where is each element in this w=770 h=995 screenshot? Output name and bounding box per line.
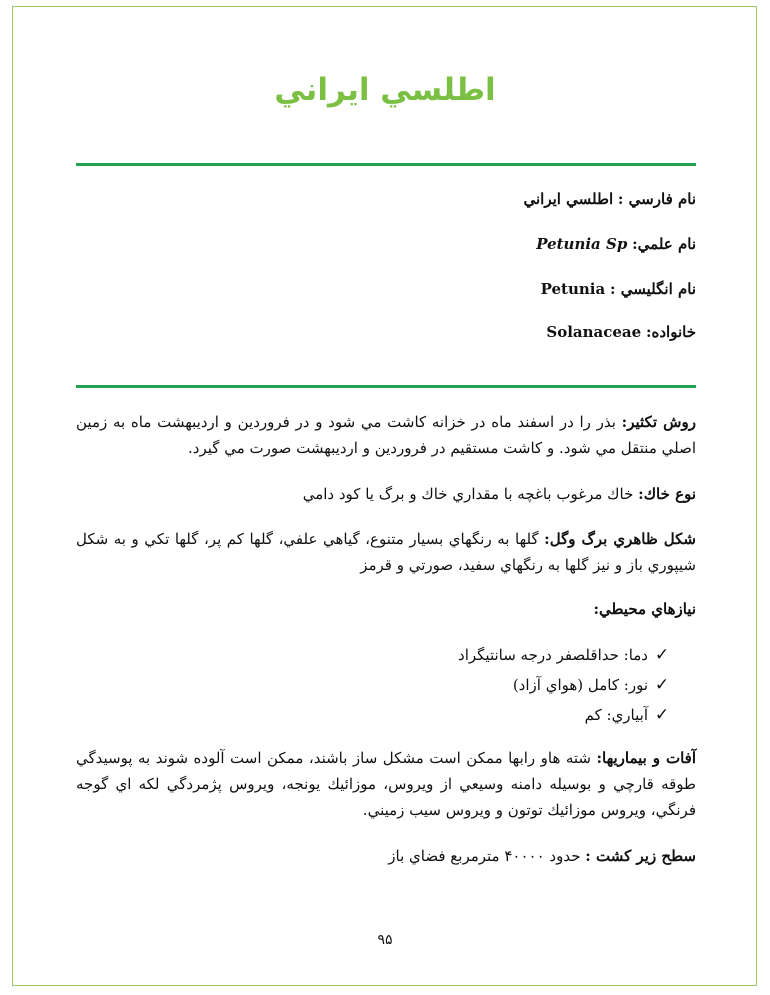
pests-text: شته هاو رابها ممكن است مشكل ساز باشند، ممكن است آلوده شوند به پوسيدگي طوقه قارچي و بوسيله دامنه وسيعي از ويروس، موزائيك يونجه، ويروس پژمردگي لكه اي گوجه فرنگي، ويروس موزائيك توتون و ويروس سيب زميني. (76, 749, 696, 819)
bottom-divider (76, 385, 696, 388)
appearance-paragraph (76, 526, 696, 578)
pests-paragraph (76, 745, 696, 823)
pests-label: آفات و بيماريها: (596, 749, 696, 767)
english-name-label: نام انگليسي : (609, 280, 696, 298)
checkmark-icon: ✓ (654, 705, 670, 725)
persian-name-line (523, 190, 696, 208)
propagation-text: بذر را در اسفند ماه در خزانه كاشت مي شود و در فروردين و ارديبهشت ماه به زمين اصلي منتقل مي شود. و كاشت مستقيم در فروردين و ارديبهشت صورت مي گيرد. (76, 413, 696, 457)
page-number: ۹۵ (377, 932, 393, 948)
soil-label: نوع خاك: (638, 485, 696, 503)
english-name-line (541, 280, 696, 298)
list-item (458, 670, 672, 700)
propagation-label: روش تكثير: (621, 413, 696, 431)
persian-name-label: نام فارسي : (617, 190, 696, 208)
appearance-text: گلها به رنگهاي بسيار متنوع، گياهي علفي، گلها كم پر، گلها تكي و به شكل شيپوري باز و نيز گلها به رنگهاي سفيد، صورتي و قرمز (76, 530, 696, 574)
cultivation-area-text: حدود ۴۰۰۰۰ مترمربع فضاي باز (388, 847, 581, 865)
scientific-name-label: نام علمي: (632, 235, 696, 253)
scientific-name-value: Petunia Sp (536, 235, 628, 253)
checkmark-icon: ✓ (654, 645, 670, 665)
cultivation-area-label: سطح زير كشت : (585, 847, 696, 865)
page-title: اطلسي ايراني (274, 72, 496, 108)
soil-paragraph (76, 481, 696, 507)
soil-text: خاك مرغوب باغچه با مقداري خاك و برگ يا كود دامي (302, 485, 634, 503)
checkmark-icon: ✓ (654, 675, 670, 695)
light-need: نور: كامل (هواي آزاد) (512, 676, 648, 694)
persian-name-value: اطلسي ايراني (523, 190, 614, 208)
family-value: Solanaceae (546, 323, 642, 341)
temperature-need: دما: حداقلصفر درجه سانتيگراد (458, 646, 648, 664)
list-item (458, 640, 672, 670)
top-divider (76, 163, 696, 166)
family-label: خانواده: (645, 323, 696, 341)
irrigation-need: آبياري: كم (584, 706, 648, 724)
list-item (458, 700, 672, 730)
scientific-name-line (536, 235, 696, 253)
needs-label: نيازهاي محيطي: (593, 600, 696, 618)
family-line (546, 323, 696, 341)
needs-list (458, 640, 672, 730)
english-name-value: Petunia (540, 280, 606, 298)
cultivation-area-paragraph (76, 843, 696, 869)
appearance-label: شكل ظاهري برگ وگل: (544, 530, 696, 548)
needs-heading (76, 596, 696, 622)
propagation-paragraph (76, 409, 696, 461)
